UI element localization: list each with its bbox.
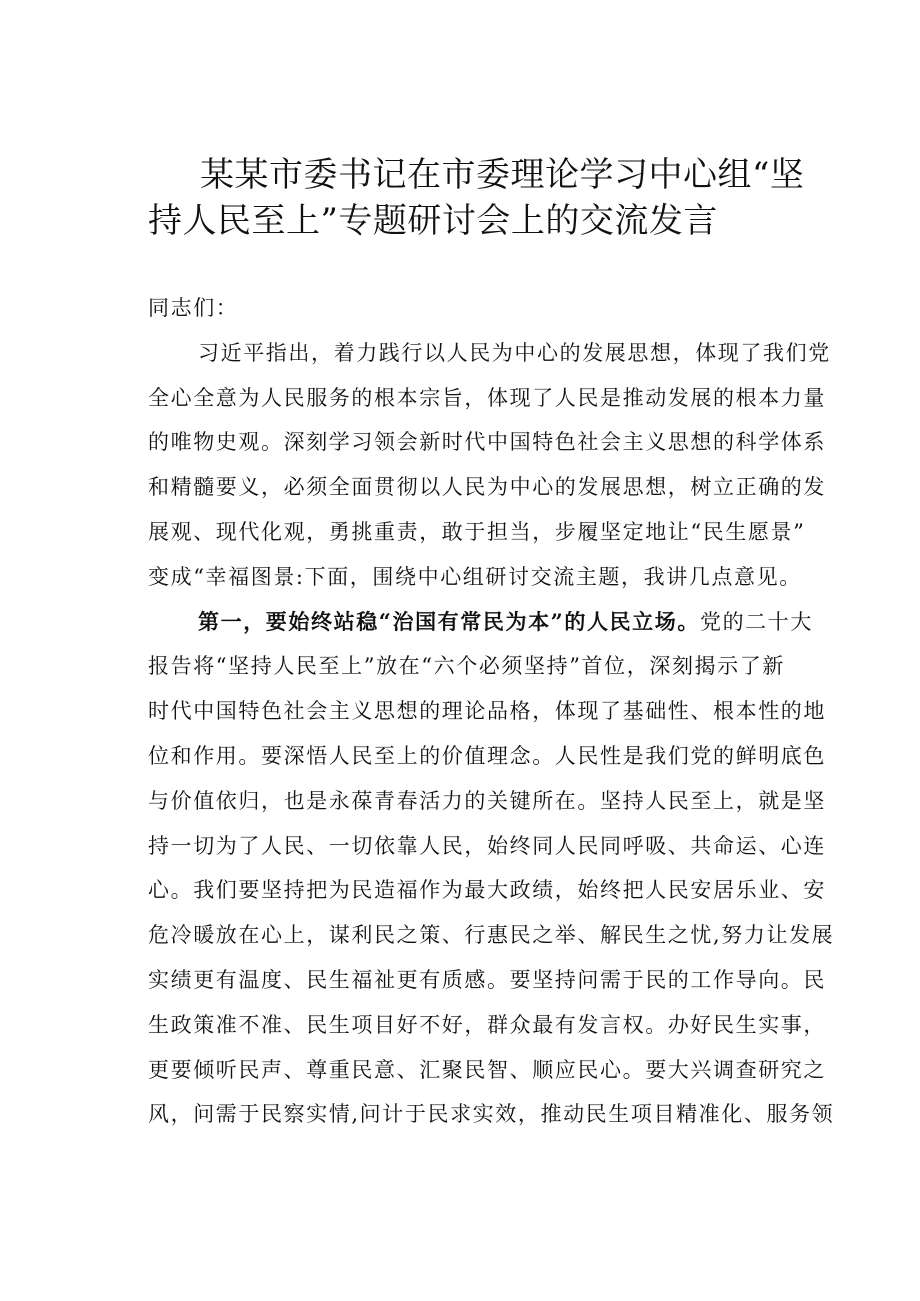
paragraph-line: 更要倾听民声、尊重民意、汇聚民智、顺应民心。要大兴调查研究之 [148, 1057, 826, 1082]
paragraph-line: 全心全意为人民服务的根本宗旨，体现了人民是推动发展的根本力量 [148, 385, 826, 410]
paragraph-text: 党的二十大 [699, 609, 813, 634]
salutation: 同志们： [148, 296, 239, 320]
section-heading: 第一，要始终站稳“治国有常民为本”的人民立场。 [198, 608, 700, 634]
document-body [148, 286, 835, 1137]
paragraph-line: 习近平指出，着力践行以人民为中心的发展思想，体现了我们党 [198, 340, 831, 365]
paragraph-line: 与价值依归，也是永葆青春活力的关键所在。坚持人民至上，就是坚 [148, 788, 826, 813]
title-line: 持人民至上”专题研讨会上的交流发言 [148, 201, 718, 241]
paragraph-line: 的唯物史观。深刻学习领会新时代中国特色社会主义思想的科学体系 [148, 430, 826, 455]
paragraph-line: 和精髓要义，必须全面贯彻以人民为中心的发展思想，树立正确的发 [148, 475, 826, 500]
paragraph-line: 风，问需于民察实情,问计于民求实效，推动民生项目精准化、服务领 [148, 1102, 835, 1127]
paragraph-line: 变成“幸福图景:下面，围绕中心组研讨交流主题，我讲几点意见。 [148, 564, 802, 589]
paragraph-line [148, 600, 813, 645]
paragraph-line: 时代中国特色社会主义思想的理论品格，体现了基础性、根本性的地 [148, 699, 826, 724]
title-line: 某某市委书记在市委理论学习中心组“坚 [200, 155, 805, 195]
paragraph-line: 生政策准不准、民生项目好不好，群众最有发言权。办好民生实事， [148, 1012, 826, 1037]
paragraph-line: 展观、现代化观，勇挑重责，敢于担当，步履坚定地让“民生愿景” [148, 519, 806, 544]
paragraph-line: 持一切为了人民、一切依靠人民，始终同人民同呼吸、共命运、心连 [148, 833, 826, 858]
paragraph-line: 危冷暖放在心上，谋利民之策、行惠民之举、解民生之忧,努力让发展 [148, 923, 835, 948]
paragraph-line: 实绩更有温度、民生福祉更有质感。要坚持问需于民的工作导向。民 [148, 967, 826, 992]
paragraph-line: 心。我们要坚持把为民造福作为最大政绩，始终把人民安居乐业、安 [148, 878, 826, 903]
document-title [148, 152, 808, 244]
paragraph-line: 位和作用。要深悟人民至上的价值理念。人民性是我们党的鲜明底色 [148, 743, 826, 768]
paragraph-line: 报告将“坚持人民至上”放在“六个必须坚持”首位，深刻揭示了新 [148, 654, 785, 679]
